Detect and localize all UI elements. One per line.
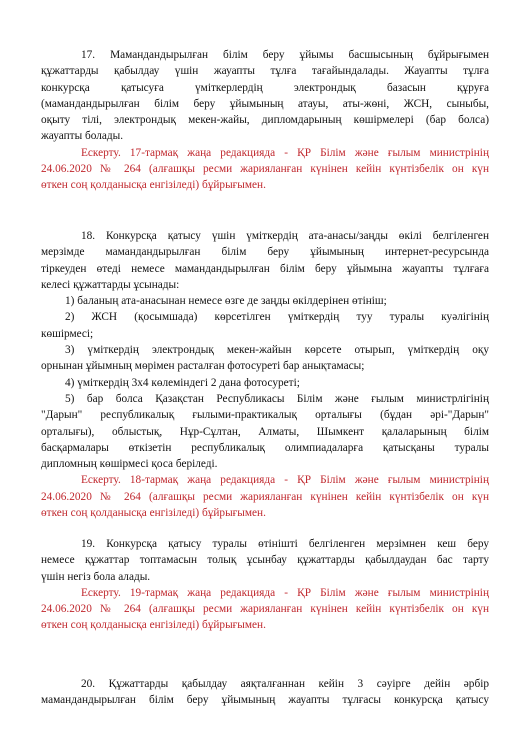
list-item-3 — [41, 342, 489, 375]
list-item-5 — [41, 391, 489, 472]
paragraph-line: мерзімде мамандандырылған білім беру ұйымының интернет-ресурсында — [41, 246, 489, 259]
paragraph-line: құжаттарды қабылдау үшін жауапты тұлға тағайындалады. Жауапты тұлға — [41, 65, 489, 78]
paragraph-line: мамандандырылған білім беру ұйымының жауапты тұлғасы конкурсқа қатысу — [41, 694, 489, 707]
amendment-note-18 — [41, 472, 489, 521]
paragraph-line: 18. Конкурсқа қатысу үшін үміткердің ата-анасы/заңды өкілі белгіленген — [81, 230, 489, 242]
list-item-line: көшірмесі; — [41, 327, 94, 340]
list-item-line: 2) ЖСН (қосымшада) көрсетілген үміткердің туу туралы куәлігінің — [65, 311, 489, 324]
paragraph-line: 19. Конкурсқа қатысу туралы өтінішті белгіленген мерзімнен кеш беру — [81, 538, 489, 550]
note-line: өткен соң қолданысқа енгізіледі) бұйрығымен. — [41, 619, 266, 632]
paragraph-18 — [41, 228, 489, 521]
note-line: өткен соң қолданысқа енгізіледі) бұйрығымен. — [41, 507, 266, 520]
list-item-line: "Дарын" республикалық ғылыми-практикалық орталығы (бұдан әрі-"Дарын" — [41, 409, 489, 422]
list-item-line: 3) үміткердің электрондық мекен-жайын көрсете отырып, үміткердің оқу — [65, 344, 489, 357]
paragraph-line: келесі құжаттарды ұсынады: — [41, 278, 180, 291]
paragraph-line: жауапты болады. — [41, 130, 124, 143]
list-item-line: орнынан ұйымның мөрімен расталған фотосуреті бар анықтамасы; — [41, 360, 365, 373]
paragraph-17 — [41, 47, 489, 194]
paragraph-line: конкурсқа қатысуға үміткерлердің электрондық базасын құруға — [41, 81, 489, 94]
paragraph-20 — [41, 676, 489, 709]
note-line: 24.06.2020 № 264 (алғашқы ресми жарияланған күнінен кейін күнтізбелік он күн — [41, 603, 489, 616]
list-item-1: 1) баланың ата-анасынан немесе өзге де заңды өкілдерінен өтініш; — [65, 295, 387, 308]
paragraph-19 — [41, 536, 489, 634]
paragraph-line: оқыту тілі, электрондық мекен-жайы, дипломдарының көшірмелері (бар болса) — [41, 114, 489, 127]
note-line: Ескерту. 18-тармақ жаңа редакцияда - ҚР Білім және ғылым министрінің — [81, 474, 489, 487]
note-line: Ескерту. 19-тармақ жаңа редакцияда - ҚР Білім және ғылым министрінің — [81, 586, 489, 599]
note-line: 24.06.2020 № 264 (алғашқы ресми жарияланған күнінен кейін күнтізбелік он күн — [41, 490, 489, 503]
amendment-note-19 — [41, 585, 489, 634]
list-item-2 — [41, 309, 489, 342]
paragraph-line: 17. Мамандандырылған білім беру ұйымы басшысының бұйрығымен — [81, 49, 489, 61]
paragraph-line: немесе құжаттар топтамасын толық ұсынбау құжаттарды қабылдаудан бас тарту — [41, 554, 489, 567]
list-item-line: басқармалары өткізетін республикалық олимпиадаларға қатысқаны туралы — [41, 441, 489, 454]
paragraph-line: тіркеуден өтеді немесе мамандандырылған білім беру ұйымына жауапты тұлғаға — [41, 262, 489, 275]
list-item-4: 4) үміткердің 3х4 көлеміндегі 2 дана фотосуреті; — [65, 376, 300, 389]
list-item-line: 5) бар болса Қазақстан Республикасы Білім және ғылым министрлігінің — [65, 392, 489, 405]
note-line: 24.06.2020 № 264 (алғашқы ресми жарияланған күнінен кейін күнтізбелік он күн — [41, 163, 489, 176]
paragraph-line: (мамандандырылған білім беру ұйымының атауы, аты-жөні, ЖСН, сыныбы, — [41, 97, 489, 110]
amendment-note-17 — [41, 145, 489, 194]
list-item-line: орталығы), облыстық, Нұр-Сұлтан, Алматы, Шымкент қалаларының білім — [41, 425, 489, 438]
paragraph-line: үшін негіз бола алады. — [41, 570, 151, 583]
note-line: Ескерту. 17-тармақ жаңа редакцияда - ҚР Білім және ғылым министрінің — [81, 146, 489, 159]
list-item-line: дипломның көшірмесі қоса беріледі. — [41, 458, 218, 471]
paragraph-line: 20. Құжаттарды қабылдау аяқталғаннан кейін 3 сәуірге дейін әрбір — [81, 678, 489, 690]
note-line: өткен соң қолданысқа енгізіледі) бұйрығымен. — [41, 179, 266, 192]
